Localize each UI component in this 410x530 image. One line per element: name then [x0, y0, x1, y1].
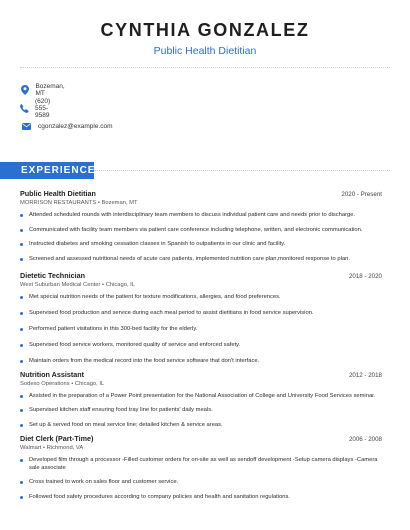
- job-title: Nutrition Assistant: [20, 370, 85, 379]
- job-bullets: [20, 392, 382, 429]
- contact-phone-text: (620) 555-9589: [35, 97, 51, 119]
- phone-icon: [20, 102, 29, 114]
- location-pin-icon: [20, 84, 29, 96]
- job-bullets: [20, 456, 382, 501]
- bullet-item: Performed patient visitations in this 300-bed facility for the elderly.: [20, 325, 382, 333]
- job-bullets: [20, 293, 382, 365]
- job-organization: MORRISON RESTAURANTS • Bozeman, MT: [20, 200, 138, 206]
- bullet-item: Followed food safety procedures according to company policies and health and sanitation regulations.: [20, 493, 382, 501]
- bullet-item: Developed film through a processor -Filled customer orders for on-site as well as sendoff development -Setup camera displays -Camera sale associate: [20, 456, 382, 472]
- bullet-item: Instructed diabetes and smoking cessation classes in Spanish to outpatients in our clinic and facility.: [20, 240, 382, 248]
- job-entry: [20, 271, 382, 365]
- bullet-item: Attended scheduled rounds with interdisciplinary team members to discuss individual patient care and needs prior to discharge.: [20, 211, 382, 219]
- job-entry: [20, 189, 382, 263]
- experience-section-heading: EXPERIENCE: [0, 162, 94, 179]
- job-title: Diet Clerk (Part-Time): [20, 434, 94, 443]
- candidate-title: Public Health Dietitian: [153, 45, 257, 57]
- job-bullets: [20, 211, 382, 263]
- job-entry: [20, 370, 382, 429]
- job-date: 2018 - 2020: [348, 273, 382, 280]
- section-divider: [94, 170, 390, 171]
- job-organization: West Suburban Medical Center • Chicago, IL: [20, 282, 136, 288]
- job-date: 2006 - 2008: [348, 436, 382, 443]
- resume-header: [0, 0, 410, 58]
- job-date: 2012 - 2018: [348, 372, 382, 379]
- header-divider: [20, 67, 390, 68]
- email-icon: [20, 120, 32, 132]
- contact-email-text[interactable]: cgonzalez@example.com: [38, 122, 113, 130]
- bullet-item: Screened and assessed nutritional needs of acute care patients, implemented nutrition care plan,monitored response to plan.: [20, 255, 382, 263]
- candidate-name: CYNTHIA GONZALEZ: [100, 20, 310, 40]
- bullet-item: Supervised food production and service during each meal period to assist dietitians in food service supervision.: [20, 309, 382, 317]
- bullet-item: Supervised food service workers, monitored quality of service and enforced safety.: [20, 341, 382, 349]
- bullet-item: Met special nutrition needs of the patient for texture modifications, allergies, and food preferences.: [20, 293, 382, 301]
- job-date: 2020 - Present: [341, 191, 382, 198]
- bullet-item: Assisted in the preparation of a Power Point presentation for the National Association of College and University Food Services seminar.: [20, 392, 382, 400]
- job-organization: Sodexo Operations • Chicago, IL: [20, 381, 105, 387]
- contact-location: [20, 81, 67, 99]
- bullet-item: Supervised kitchen staff ensuring food tray line for patients' daily meals.: [20, 406, 382, 414]
- contact-email[interactable]: [20, 117, 113, 135]
- contact-location-text: Bozeman, MT: [35, 83, 65, 97]
- job-title: Dietetic Technician: [20, 271, 85, 280]
- job-title: Public Health Dietitian: [20, 189, 96, 198]
- job-organization: Walmart • Richmond, VA: [20, 445, 84, 451]
- job-entry: [20, 434, 382, 501]
- contact-phone: [20, 99, 53, 117]
- experience-list: [20, 189, 382, 501]
- bullet-item: Set up & served food on meal service line; detailed kitchen & service areas.: [20, 421, 382, 429]
- bullet-item: Communicated with facility team members via patient care conference including telephone, written, and electronic communication.: [20, 226, 382, 234]
- bullet-item: Maintain orders from the medical record into the food service software that don't interface.: [20, 357, 382, 365]
- bullet-item: Cross trained to work on sales floor and customer service.: [20, 478, 382, 486]
